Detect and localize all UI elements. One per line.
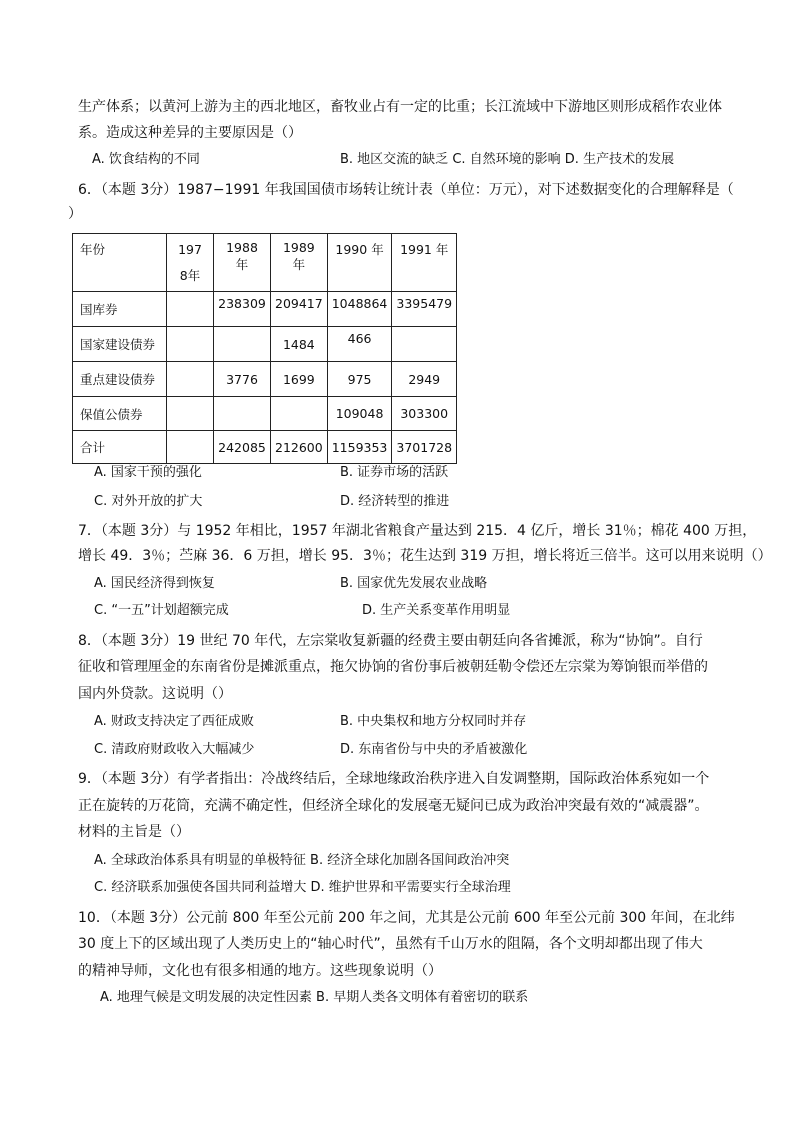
q10-options-ab: A. 地理气候是文明发展的决定性因素 B. 早期人类各文明体有着密切的联系 bbox=[100, 990, 529, 1005]
table-row-label: 国家建设债券 bbox=[73, 327, 167, 362]
q6-stem-line-1: 6．（本题 3分）1987−1991 年我国国债市场转让统计表（单位：万元），对下述数据变化的合理解释是（ bbox=[78, 182, 734, 198]
table-cell bbox=[214, 327, 271, 362]
q6-option-c: C. 对外开放的扩大 bbox=[94, 494, 203, 509]
table-cell: 3395479 bbox=[392, 292, 457, 327]
q7-stem-line-1: 7．（本题 3分）与 1952 年相比，1957 年湖北省粮食产量达到 215．4 亿斤，增长 31％；棉花 400 万担， bbox=[78, 523, 757, 539]
table-row-label: 重点建设债券 bbox=[73, 362, 167, 397]
q9-stem-line-1: 9．（本题 3分）有学者指出：冷战终结后，全球地缘政治秩序进入自发调整期，国际政治体系宛如一个 bbox=[78, 771, 710, 787]
q10-stem-line-2: 30 度上下的区域出现了人类历史上的“轴心时代”，虽然有千山万水的阻隔，各个文明却都出现了伟大 bbox=[78, 936, 703, 952]
table-row-label: 合计 bbox=[73, 431, 167, 464]
table-row bbox=[73, 397, 457, 431]
q8-stem-line-1: 8．（本题 3分）19 世纪 70 年代，左宗棠收复新疆的经费主要由朝廷向各省摊派，称为“协饷”。自行 bbox=[78, 633, 703, 649]
table-row-label: 国库券 bbox=[73, 292, 167, 327]
table-cell: 975 bbox=[327, 362, 392, 397]
q6-option-d: D. 经济转型的推进 bbox=[340, 494, 450, 509]
table-cell: 1484 bbox=[271, 327, 328, 362]
q7-option-d: D. 生产关系变革作用明显 bbox=[362, 603, 511, 618]
table-cell: 1699 bbox=[271, 362, 328, 397]
table-header-row bbox=[73, 234, 457, 292]
q7-stem-line-2: 增长 49．3％；苎麻 36．6 万担，增长 95．3％；花生达到 319 万担，增长将近三倍半。这可以用来说明（） bbox=[78, 548, 772, 564]
table-header-cell: 1990 年 bbox=[327, 234, 392, 292]
table-cell: 209417 bbox=[271, 292, 328, 327]
year-1978-label: 1978年 bbox=[178, 241, 202, 283]
table-cell: 3701728 bbox=[392, 431, 457, 464]
q7-option-c: C. “一五”计划超额完成 bbox=[94, 603, 229, 618]
table-cell: 109048 bbox=[327, 397, 392, 431]
table-header-cell: 1989 年 bbox=[271, 234, 328, 292]
q6-stem-line-2: ） bbox=[68, 206, 82, 222]
q8-option-a: A. 财政支持决定了西征成败 bbox=[94, 714, 254, 729]
table-cell: 1048864 bbox=[327, 292, 392, 327]
q9-options-cd: C. 经济联系加强使各国共同利益增大 D. 维护世界和平需要实行全球治理 bbox=[94, 880, 511, 895]
q9-options-ab: A. 全球政治体系具有明显的单极特征 B. 经济全球化加剧各国间政治冲突 bbox=[94, 853, 510, 868]
q5-options-bcd: B. 地区交流的缺乏 C. 自然环境的影响 D. 生产技术的发展 bbox=[340, 152, 675, 167]
table-header-cell: 年份 bbox=[73, 234, 167, 292]
table-cell bbox=[392, 327, 457, 362]
table-cell: 303300 bbox=[392, 397, 457, 431]
q10-stem-line-3: 的精神导师，文化也有很多相通的地方。这些现象说明（） bbox=[78, 963, 442, 979]
table-cell bbox=[167, 362, 214, 397]
q10-stem-line-1: 10．（本题 3分）公元前 800 年至公元前 200 年之间，尤其是公元前 600 年至公元前 300 年间，在北纬 bbox=[78, 910, 735, 926]
table-cell: 1159353 bbox=[327, 431, 392, 464]
q6-option-b: B. 证券市场的活跃 bbox=[340, 465, 449, 480]
table-header-cell: 1988 年 bbox=[214, 234, 271, 292]
table-header-cell bbox=[167, 234, 214, 292]
table-row bbox=[73, 292, 457, 327]
table-cell: 3776 bbox=[214, 362, 271, 397]
table-cell bbox=[271, 397, 328, 431]
table-cell: 212600 bbox=[271, 431, 328, 464]
table-cell: 2949 bbox=[392, 362, 457, 397]
q8-option-d: D. 东南省份与中央的矛盾被激化 bbox=[340, 742, 528, 757]
table-cell: 238309 bbox=[214, 292, 271, 327]
table-cell bbox=[167, 292, 214, 327]
table-cell bbox=[214, 397, 271, 431]
q5-stem-line-2: 系。造成这种差异的主要原因是（） bbox=[78, 125, 302, 141]
q9-stem-line-3: 材料的主旨是（） bbox=[78, 824, 190, 840]
table-total-row bbox=[73, 431, 457, 464]
q5-option-a: A. 饮食结构的不同 bbox=[92, 152, 200, 167]
table-cell: 466 bbox=[327, 327, 392, 362]
q7-option-a: A. 国民经济得到恢复 bbox=[94, 576, 215, 591]
table-cell bbox=[167, 397, 214, 431]
table-header-cell: 1991 年 bbox=[392, 234, 457, 292]
q6-option-a: A. 国家干预的强化 bbox=[94, 465, 202, 480]
q8-stem-line-3: 国内外贷款。这说明（） bbox=[78, 686, 232, 702]
table-cell: 242085 bbox=[214, 431, 271, 464]
table-row bbox=[73, 362, 457, 397]
bond-market-table bbox=[72, 233, 457, 464]
table-row bbox=[73, 327, 457, 362]
q5-stem-line-1: 生产体系；以黄河上游为主的西北地区，畜牧业占有一定的比重；长江流域中下游地区则形成稻作农业体 bbox=[78, 99, 722, 115]
table-cell bbox=[167, 431, 214, 464]
q7-option-b: B. 国家优先发展农业战略 bbox=[340, 576, 488, 591]
table-row-label: 保值公债券 bbox=[73, 397, 167, 431]
q8-option-c: C. 清政府财政收入大幅减少 bbox=[94, 742, 255, 757]
q8-stem-line-2: 征收和管理厘金的东南省份是摊派重点，拖欠协饷的省份事后被朝廷勒令偿还左宗棠为筹饷银而举借的 bbox=[78, 659, 708, 675]
q9-stem-line-2: 正在旋转的万花筒，充满不确定性，但经济全球化的发展毫无疑问已成为政治冲突最有效的“减震器”。 bbox=[78, 798, 709, 814]
q8-option-b: B. 中央集权和地方分权同时并存 bbox=[340, 714, 527, 729]
table-cell bbox=[167, 327, 214, 362]
